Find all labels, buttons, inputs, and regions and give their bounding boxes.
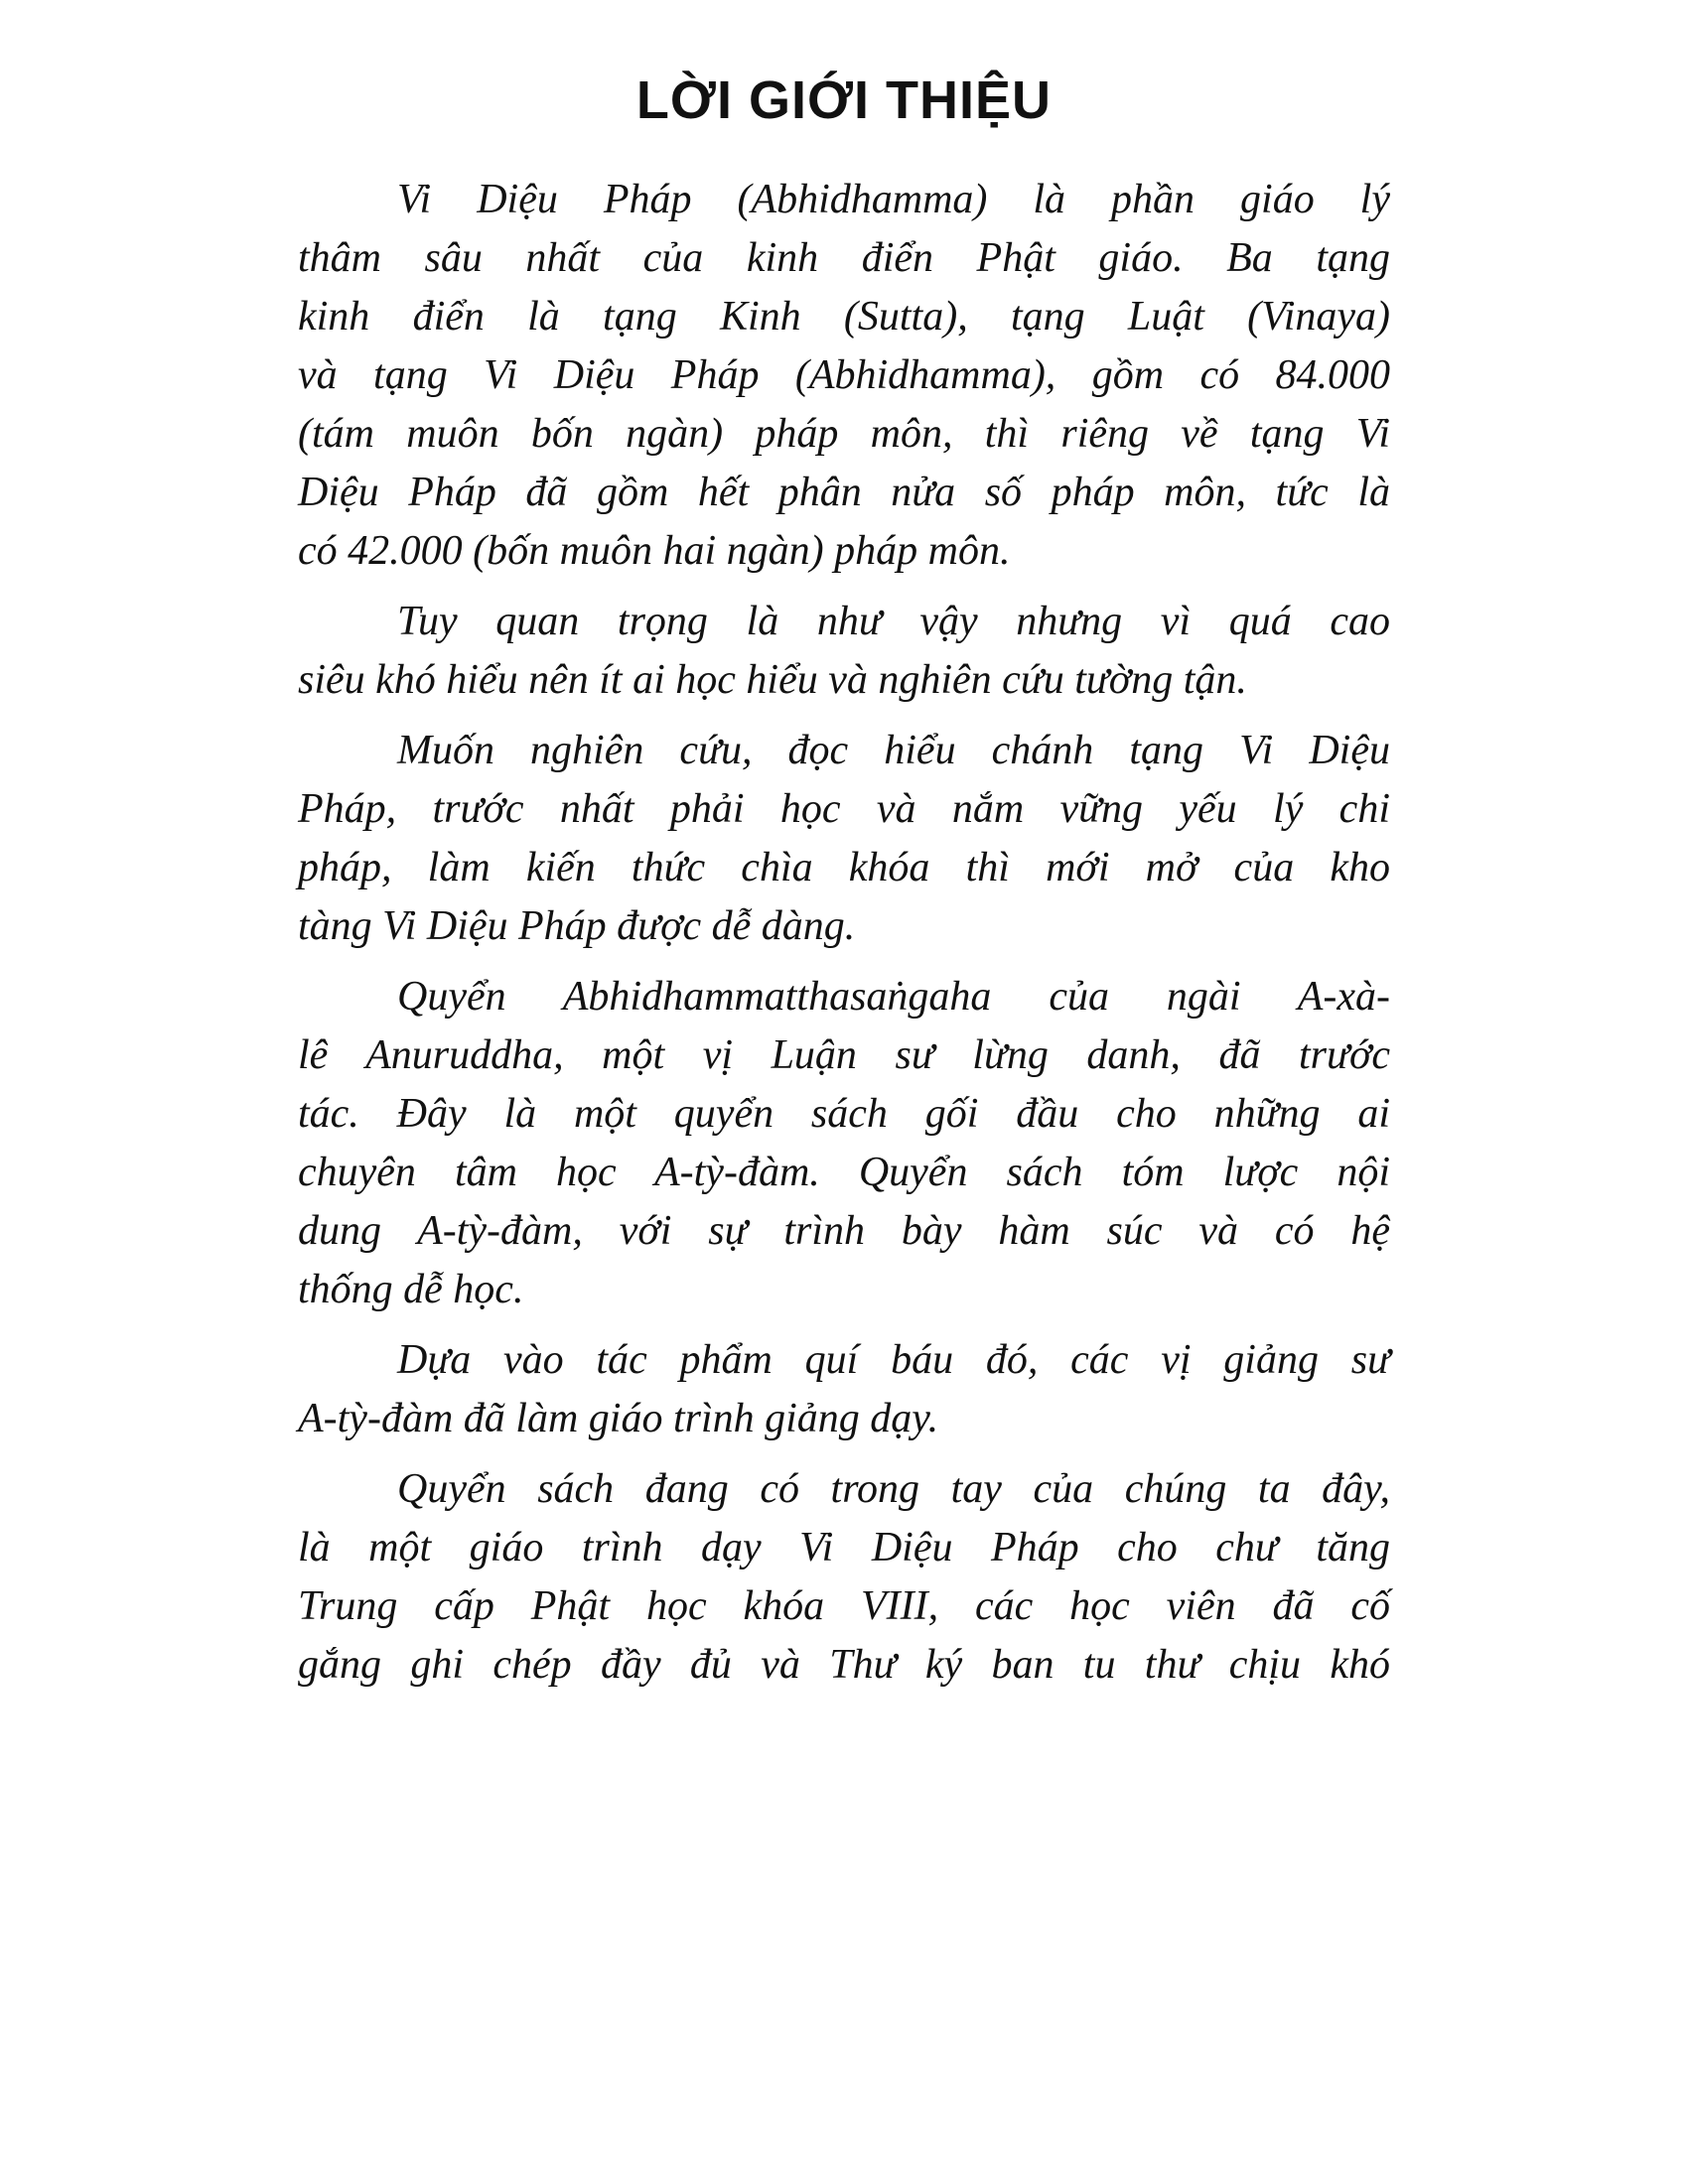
text-line: Quyển sách đang có trong tay của chúng ta đây, bbox=[397, 1466, 1390, 1512]
text-line: (tám muôn bốn ngàn) pháp môn, thì riêng về tạng Vi bbox=[298, 411, 1390, 457]
paragraph-6 bbox=[298, 1460, 1390, 1695]
text-line: thâm sâu nhất của kinh điển Phật giáo. Ba tạng bbox=[298, 235, 1390, 281]
text-line: siêu khó hiểu nên ít ai học hiểu và nghiên cứu tường tận. bbox=[298, 657, 1247, 703]
text-line: Dựa vào tác phẩm quí báu đó, các vị giảng sư bbox=[397, 1337, 1390, 1383]
text-line: pháp, làm kiến thức chìa khóa thì mới mở của kho bbox=[298, 845, 1390, 890]
text-line: Tuy quan trọng là như vậy nhưng vì quá cao bbox=[397, 599, 1390, 644]
text-line: lê Anuruddha, một vị Luận sư lừng danh, đã trước bbox=[298, 1032, 1390, 1078]
text-line: Vi Diệu Pháp (Abhidhamma) là phần giáo lý bbox=[397, 177, 1390, 222]
text-line: và tạng Vi Diệu Pháp (Abhidhamma), gồm có 84.000 bbox=[298, 352, 1390, 398]
paragraph-1 bbox=[298, 171, 1390, 581]
text-line: Trung cấp Phật học khóa VIII, các học viên đã cố bbox=[298, 1583, 1390, 1629]
page-title: LỜI GIỚI THIỆU bbox=[635, 70, 1053, 130]
text-line: chuyên tâm học A-tỳ-đàm. Quyển sách tóm lược nội bbox=[298, 1150, 1390, 1195]
text-line: Diệu Pháp đã gồm hết phân nửa số pháp môn, tức là bbox=[298, 470, 1390, 515]
paragraph-5 bbox=[298, 1331, 1390, 1448]
intro-body bbox=[298, 171, 1390, 1695]
text-line: A-tỳ-đàm đã làm giáo trình giảng dạy. bbox=[298, 1396, 939, 1441]
text-line: tác. Đây là một quyển sách gối đầu cho những ai bbox=[298, 1091, 1390, 1137]
text-line: thống dễ học. bbox=[298, 1267, 524, 1312]
text-line: kinh điển là tạng Kinh (Sutta), tạng Luật (Vinaya) bbox=[298, 294, 1390, 340]
paragraph-4 bbox=[298, 968, 1390, 1319]
text-line: có 42.000 (bốn muôn hai ngàn) pháp môn. bbox=[298, 528, 1011, 574]
paragraph-3 bbox=[298, 722, 1390, 956]
text-line: Quyển Abhidhammatthasaṅgaha của ngài A-xà- bbox=[397, 974, 1390, 1020]
page-content bbox=[298, 69, 1390, 1706]
text-line: tàng Vi Diệu Pháp được dễ dàng. bbox=[298, 903, 856, 949]
text-line: Pháp, trước nhất phải học và nắm vững yếu lý chi bbox=[298, 786, 1390, 832]
paragraph-2 bbox=[298, 593, 1390, 710]
text-line: là một giáo trình dạy Vi Diệu Pháp cho chư tăng bbox=[298, 1525, 1390, 1570]
text-line: gắng ghi chép đầy đủ và Thư ký ban tu thư chịu khó bbox=[298, 1642, 1390, 1688]
text-line: Muốn nghiên cứu, đọc hiểu chánh tạng Vi Diệu bbox=[397, 728, 1390, 773]
text-line: dung A-tỳ-đàm, với sự trình bày hàm súc và có hệ bbox=[298, 1208, 1390, 1254]
